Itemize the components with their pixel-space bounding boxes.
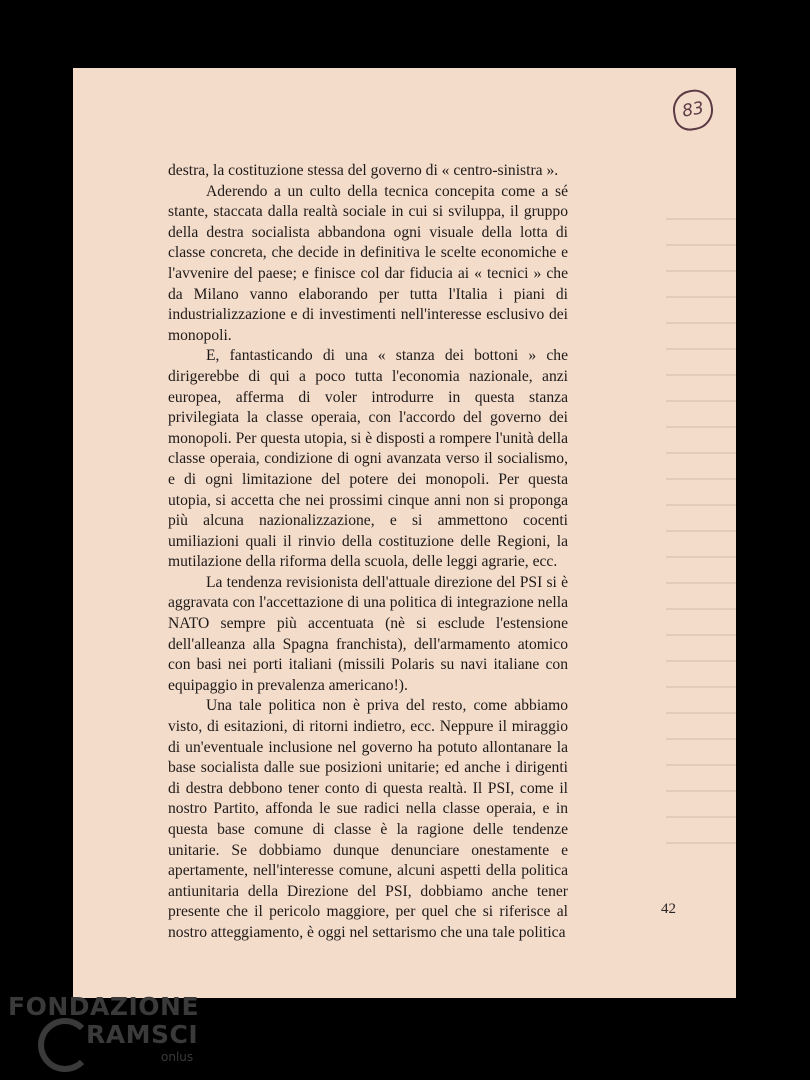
logo-line-2: RAMSCI (86, 1020, 199, 1049)
paragraph: La tendenza revisionista dell'attuale direzione del PSI si è aggravata con l'accettazione di una politica di integrazione nella NATO sempre più accentuata (nè si esclude l'estensione dell'alleanza alla Spagna franchista), dell'armamento atomico con basi nei porti italiani (missili Polaris su navi italiane con equipaggio in prevalenza americano!). (168, 573, 568, 694)
paragraph: Aderendo a un culto della tecnica concepita come a sé stante, staccata dalla realtà sociale in cui si sviluppa, il gruppo della destra socialista abbandona ogni visuale della lotta di classe concreta, che decide in definitiva le scelte economiche e l'avvenire del paese; e finisce col dar fiducia ai « tecnici » che da Milano vanno elaborando per tutta l'Italia i piani di industrializzazione e di investimenti nell'interesse esclusivo dei monopoli. (168, 182, 568, 344)
folio-number: 83 (680, 98, 706, 122)
paragraph: destra, la costituzione stessa del governo di « centro-sinistra ». (168, 162, 559, 179)
folio-circle-icon (670, 87, 716, 133)
page-number: 42 (661, 901, 676, 917)
bleed-through-text (666, 218, 736, 858)
fondazione-gramsci-logo (8, 992, 208, 1077)
body-text (168, 161, 568, 944)
paragraph: Una tale politica non è priva del resto, come abbiamo visto, di esitazioni, di ritorni indietro, ecc. Neppure il miraggio di un'eventuale inclusione nel governo ha potuto allontanare la base socialista dalle sue posizioni unitarie; ed anche i dirigenti di destra debbono tener conto di questa realtà. Il PSI, come il nostro Partito, affonda le sue radici nella classe operaia, e in questa base comune di classe è la ragione delle tendenze unitarie. Se dobbiamo dunque denunciare onestamente e apertamente, nell'interesse comune, alcuni aspetti della politica antiunitaria della Direzione del PSI, dobbiamo anche tener presente che il pericolo maggiore, per quel che si riferisce al nostro atteggiamento, è oggi nel settarismo che una tale politica (168, 697, 568, 941)
folio-mark (670, 87, 716, 133)
document-page (73, 68, 736, 998)
logo-g-icon (38, 1018, 92, 1072)
logo-line-3: onlus (161, 1050, 194, 1064)
paragraph: E, fantasticando di una « stanza dei bottoni » che dirigerebbe di qui a poco tutta l'economia nazionale, anzi europea, afferma di voler introdurre in questa stanza privilegiata la classe operaia, con l'accordo del governo dei monopoli. Per questa utopia, si è disposti a rompere l'unità della classe operaia, condizione di ogni avanzata verso il socialismo, e di ogni limitazione del potere dei monopoli. Per questa utopia, si accetta che nei prossimi cinque anni non si proponga più alcuna nazionalizzazione, e si ammettono cocenti umiliazioni quali il rinvio della costituzione delle Regioni, la mutilazione della riforma della scuola, delle leggi agrarie, ecc. (168, 347, 568, 571)
logo-line-1: FONDAZIONE (8, 992, 200, 1021)
